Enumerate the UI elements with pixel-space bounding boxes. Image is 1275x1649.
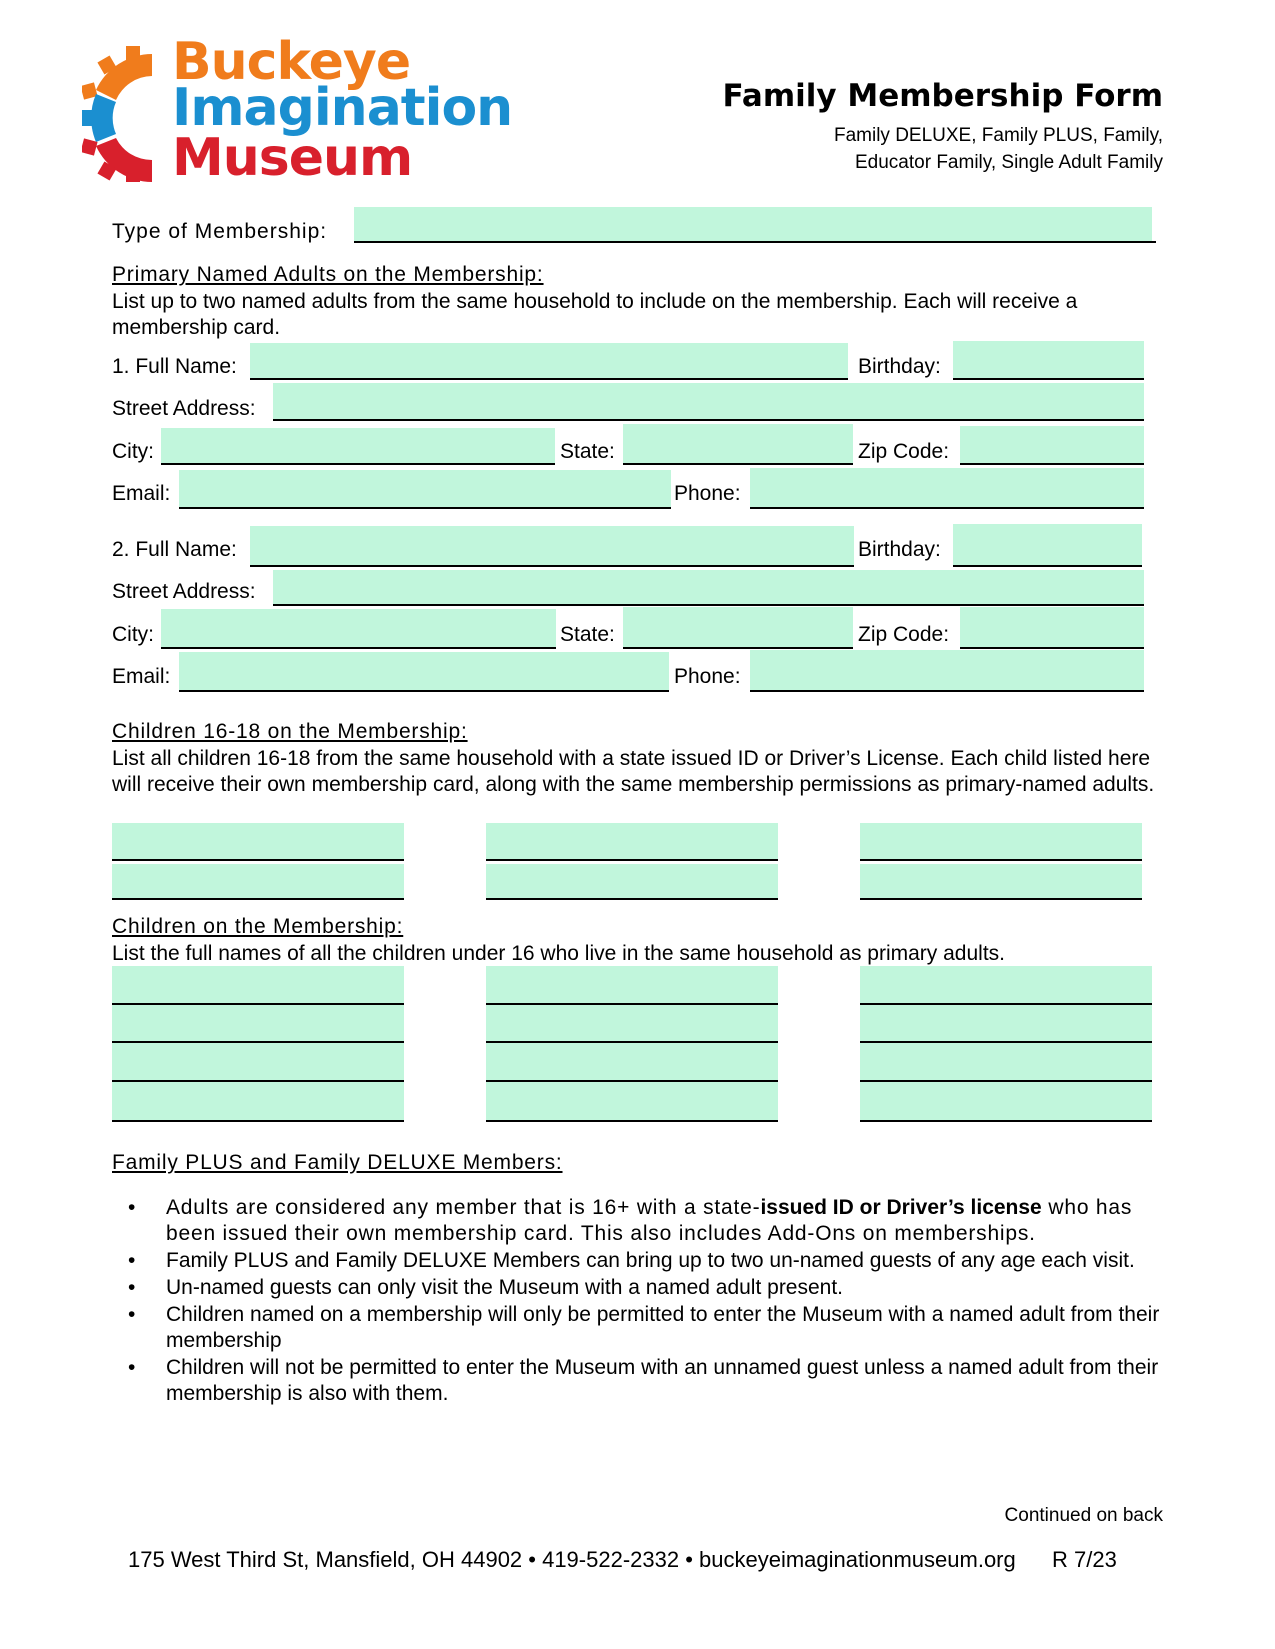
adult1-street-label: Street Address: [112, 397, 256, 420]
adult2-full-name-field[interactable] [250, 526, 854, 567]
logo-word-museum: Museum [172, 128, 413, 188]
adult1-birthday-field[interactable] [953, 341, 1144, 380]
adult1-phone-field[interactable] [750, 468, 1144, 509]
continued-on-back: Continued on back [1004, 1505, 1163, 1526]
teen-name-field-3[interactable] [860, 823, 1142, 861]
child-name-field-1[interactable] [112, 966, 404, 1005]
bullet-icon: • [128, 1196, 137, 1219]
form-title: Family Membership Form [722, 78, 1163, 114]
logo-word-imagination: Imagination [172, 78, 513, 138]
adult1-zip-field[interactable] [960, 426, 1144, 465]
teen-name-field-6[interactable] [860, 864, 1142, 900]
adult1-full-name-field[interactable] [250, 343, 848, 380]
rule-item-1 [120, 1195, 1160, 1247]
adult2-state-label: State: [560, 623, 615, 646]
adult2-street-label: Street Address: [112, 580, 256, 603]
bullet-icon: • [128, 1276, 136, 1299]
adult1-email-field[interactable] [179, 470, 671, 509]
children-heading: Children on the Membership: [112, 915, 404, 938]
child-name-field-11[interactable] [486, 1082, 778, 1122]
adult2-city-field[interactable] [161, 609, 556, 649]
rule-item-2 [120, 1248, 1160, 1274]
rule-item-5 [120, 1355, 1160, 1407]
adult1-city-label: City: [112, 440, 154, 463]
adult2-state-field[interactable] [623, 607, 853, 649]
children-description: List the full names of all the children under 16 who live in the same household as primary adults. [112, 942, 1005, 965]
adult1-phone-label: Phone: [674, 482, 741, 505]
membership-type-underline [354, 241, 1156, 243]
teen-name-field-1[interactable] [112, 823, 404, 861]
child-name-field-9[interactable] [860, 1043, 1152, 1082]
child-name-field-8[interactable] [486, 1043, 778, 1082]
footer [128, 1547, 1117, 1573]
adult2-email-label: Email: [112, 665, 171, 688]
rule-item-1-text-end: who has been issued their own membership card. This also includes Add-Ons on memberships. [166, 1196, 1133, 1245]
child-name-field-5[interactable] [486, 1005, 778, 1043]
teen-name-field-4[interactable] [112, 864, 404, 900]
footer-address: 175 West Third St, Mansfield, OH 44902 • 419-522-2332 • buckeyeimaginationmuseum.org [128, 1547, 1016, 1572]
rule-item-4-text: Children named on a membership will only be permitted to enter the Museum with a named adult from their membership [166, 1303, 1160, 1352]
gear-icon [82, 44, 174, 184]
form-subtitle-line2: Educator Family, Single Adult Family [855, 152, 1163, 173]
adult2-city-label: City: [112, 623, 154, 646]
adult1-full-name-label: 1. Full Name: [112, 355, 237, 378]
rule-item-4 [120, 1302, 1160, 1354]
adult1-state-label: State: [560, 440, 615, 463]
child-name-field-12[interactable] [860, 1082, 1152, 1122]
teens-description: List all children 16-18 from the same household with a state issued ID or Driver’s License. Each child listed here will receive their own membership card, along with the same membership permissions as primary-named adults. [112, 747, 1155, 796]
bullet-icon: • [128, 1249, 136, 1272]
adult2-zip-label: Zip Code: [858, 623, 950, 646]
rule-item-1-text-start: Adults are considered any member that is 16+ with a state- [166, 1196, 761, 1219]
adult1-state-field[interactable] [623, 424, 853, 465]
child-name-field-3[interactable] [860, 966, 1152, 1005]
child-name-field-6[interactable] [860, 1005, 1152, 1043]
adult2-phone-label: Phone: [674, 665, 741, 688]
adult1-zip-label: Zip Code: [858, 440, 950, 463]
form-subtitle-line1: Family DELUXE, Family PLUS, Family, [833, 125, 1163, 146]
adult1-birthday-label: Birthday: [858, 355, 941, 378]
adult2-zip-field[interactable] [960, 607, 1144, 649]
child-name-field-10[interactable] [112, 1082, 404, 1122]
rule-item-1-text-bold: issued ID or Driver’s license [760, 1196, 1042, 1219]
rule-item-5-text: Children will not be permitted to enter the Museum with an unnamed guest unless a named adult from their membership is also with them. [166, 1356, 1159, 1405]
child-name-field-4[interactable] [112, 1005, 404, 1043]
museum-logo [82, 32, 513, 188]
teens-heading: Children 16-18 on the Membership: [112, 720, 468, 743]
logo-word-buckeye: Buckeye [172, 32, 411, 92]
child-name-field-7[interactable] [112, 1043, 404, 1082]
adult2-birthday-label: Birthday: [858, 538, 941, 561]
rules-heading: Family PLUS and Family DELUXE Members: [112, 1151, 563, 1174]
membership-type-field[interactable] [354, 207, 1152, 243]
teen-name-field-2[interactable] [486, 823, 778, 861]
rule-item-2-text: Family PLUS and Family DELUXE Members can bring up to two un-named guests of any age each visit. [166, 1249, 1135, 1272]
adult2-birthday-field[interactable] [953, 524, 1142, 567]
rules-list [120, 1195, 1160, 1408]
adult1-city-field[interactable] [161, 428, 555, 465]
child-name-field-2[interactable] [486, 966, 778, 1005]
adult2-full-name-label: 2. Full Name: [112, 538, 237, 561]
form-subtitle [703, 122, 1163, 176]
adult2-email-field[interactable] [179, 652, 669, 692]
primary-adults-description: List up to two named adults from the same household to include on the membership. Each will receive a membership card. [112, 290, 1078, 339]
adult2-phone-field[interactable] [750, 650, 1144, 692]
bullet-icon: • [128, 1356, 136, 1379]
adult1-email-label: Email: [112, 482, 171, 505]
adult1-street-field[interactable] [273, 383, 1144, 421]
adult2-street-field[interactable] [273, 570, 1144, 606]
footer-revision: R 7/23 [1052, 1547, 1117, 1572]
teen-name-field-5[interactable] [486, 864, 778, 900]
primary-adults-heading: Primary Named Adults on the Membership: [112, 263, 544, 286]
rule-item-3-text: Un-named guests can only visit the Museum with a named adult present. [166, 1276, 844, 1299]
membership-type-label: Type of Membership: [112, 220, 328, 243]
bullet-icon: • [128, 1303, 136, 1326]
rule-item-3 [120, 1275, 1160, 1301]
